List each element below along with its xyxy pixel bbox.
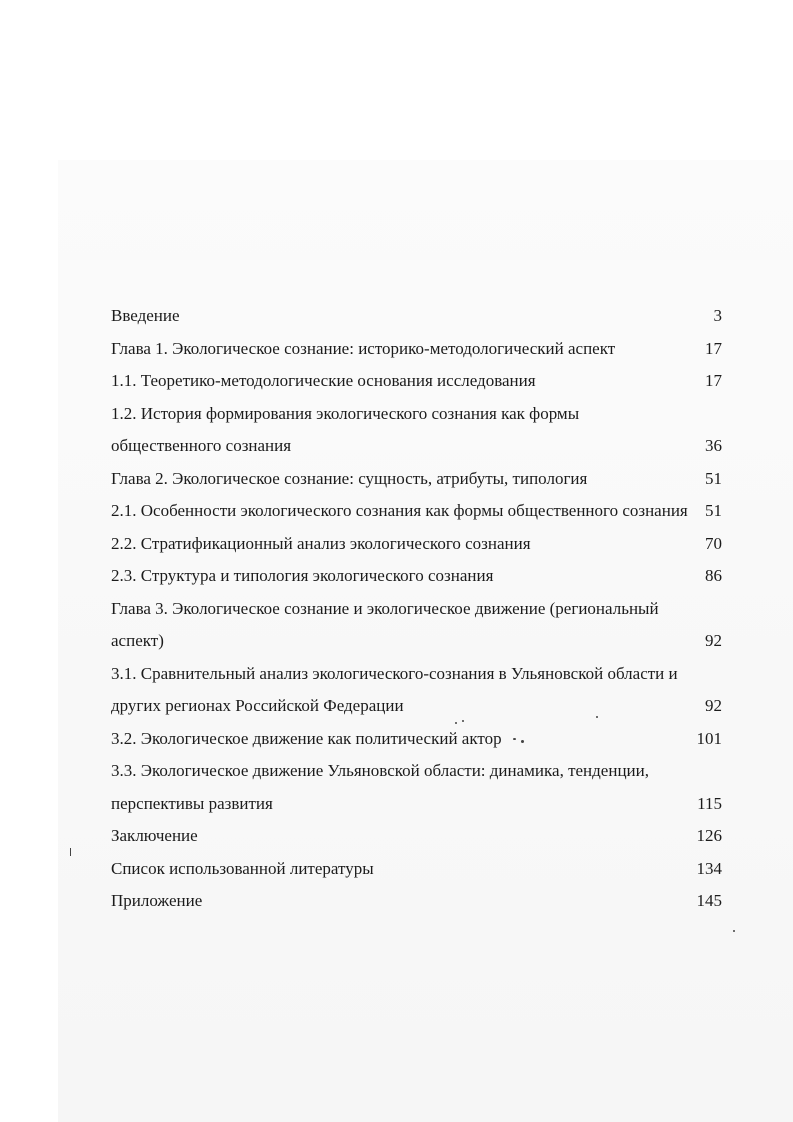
scan-speck bbox=[521, 740, 524, 743]
toc-entry-3-2 bbox=[111, 723, 722, 756]
scan-speck bbox=[513, 738, 516, 740]
toc-entry-title: 3.1. Сравнительный анализ экологического-сознания в Ульяновской области и других регионах Российской Федерации bbox=[111, 663, 678, 715]
toc-entry-title: 3.2. Экологическое движение как политический актор bbox=[111, 728, 502, 748]
toc-entry-title: 1.1. Теоретико-методологические основания исследования bbox=[111, 371, 536, 390]
toc-entry-2-3 bbox=[111, 560, 722, 593]
scan-speck bbox=[70, 848, 71, 856]
toc-entry-title: Введение bbox=[111, 306, 180, 325]
toc-entry-title: 2.2. Стратификационный анализ экологического сознания bbox=[111, 533, 531, 553]
toc-entry-title: Глава 3. Экологическое сознание и экологическое движение (региональный аспект) bbox=[111, 598, 659, 650]
toc-entry-chapter-2 bbox=[111, 463, 722, 496]
toc-entry-page: 51 bbox=[705, 468, 722, 488]
toc-entry-title: Глава 1. Экологическое сознание: историко-методологический аспект bbox=[111, 338, 616, 358]
toc-entry-title: 2.1. Особенности экологического сознания как формы общественного сознания bbox=[111, 501, 688, 520]
table-of-contents bbox=[111, 300, 722, 918]
toc-entry-page: 86 bbox=[705, 566, 722, 585]
toc-entry-page: 134 bbox=[696, 858, 722, 878]
toc-entry-page: 36 bbox=[705, 436, 722, 455]
toc-entry-page: 51 bbox=[705, 501, 722, 520]
toc-entry-page: 115 bbox=[697, 793, 722, 813]
toc-entry-conclusion bbox=[111, 820, 722, 853]
toc-entry-page: 126 bbox=[696, 826, 722, 845]
toc-entry-title: 1.2. История формирования экологического сознания как формы общественного сознания bbox=[111, 403, 580, 455]
toc-entry-2-2 bbox=[111, 528, 722, 561]
toc-entry-page: 145 bbox=[696, 891, 722, 910]
scan-speck bbox=[733, 930, 735, 932]
toc-entry-bibliography bbox=[111, 853, 722, 886]
scan-speck bbox=[455, 722, 457, 724]
toc-entry-title: Приложение bbox=[111, 891, 203, 910]
toc-entry-title: 3.3. Экологическое движение Ульяновской области: динамика, тенденции, перспективы развития bbox=[111, 761, 649, 813]
toc-entry-chapter-1 bbox=[111, 333, 722, 366]
toc-entry-page: 70 bbox=[705, 533, 722, 553]
toc-entry-3-1 bbox=[111, 658, 722, 723]
toc-entry-title: Список использованной литературы bbox=[111, 858, 374, 878]
toc-entry-1-2 bbox=[111, 398, 722, 463]
toc-entry-2-1 bbox=[111, 495, 722, 528]
toc-entry-introduction bbox=[111, 300, 722, 333]
toc-entry-chapter-3 bbox=[111, 593, 722, 658]
scan-speck bbox=[596, 716, 598, 718]
toc-entry-3-3 bbox=[111, 755, 722, 820]
toc-entry-page: 92 bbox=[705, 696, 722, 715]
toc-entry-page: 92 bbox=[705, 631, 722, 650]
toc-entry-title: Заключение bbox=[111, 826, 198, 845]
scan-speck bbox=[462, 720, 464, 722]
toc-entry-page: 3 bbox=[713, 306, 722, 325]
toc-entry-title: 2.3. Структура и типология экологического сознания bbox=[111, 566, 494, 585]
toc-entry-page: 17 bbox=[705, 338, 722, 358]
toc-entry-page: 101 bbox=[696, 728, 722, 748]
toc-entry-1-1 bbox=[111, 365, 722, 398]
toc-entry-page: 17 bbox=[705, 371, 722, 390]
toc-entry-appendix bbox=[111, 885, 722, 918]
toc-entry-title: Глава 2. Экологическое сознание: сущность, атрибуты, типология bbox=[111, 468, 588, 488]
